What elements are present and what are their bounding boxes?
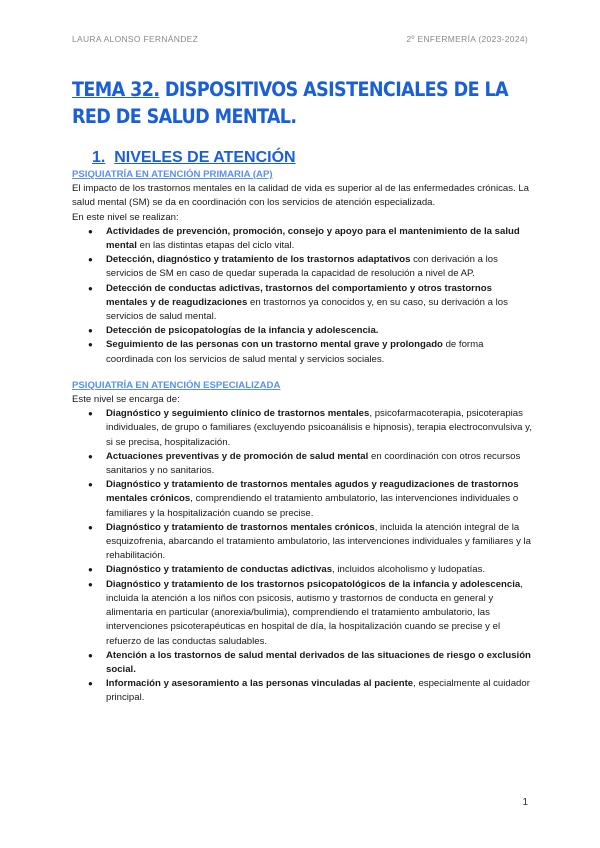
title-text: DISPOSITIVOS ASISTENCIALES DE LA RED DE SALUD MENTAL.: [72, 78, 509, 128]
list-item: ● Diagnóstico y tratamiento de trastornos mentales crónicos, incluida la atención integral de la esquizofrenia, abarcando el tratamiento ambulatorio, las intervenciones individuales y familiares y la rehabilitación.: [106, 521, 532, 564]
paragraph-lead: En este nivel se realizan:: [72, 211, 179, 223]
paragraph-lead: Este nivel se encarga de:: [72, 394, 180, 406]
page-title: [72, 76, 532, 130]
list-item: ● Actuaciones preventivas y de promoción de salud mental en coordinación con otros recursos sanitarios y no sanitarios.: [106, 450, 532, 478]
section-heading-text: NIVELES DE ATENCIÓN: [114, 149, 296, 166]
header-course: 2º ENFERMERÍA (2023-2024): [406, 34, 528, 44]
list-item: ● Diagnóstico y seguimiento clínico de trastornos mentales, psicofarmacoterapia, psicoterapias individuales, de grupo o familiares (excluyendo psicoanálisis e hipnosis), terapia electroconvulsiva y, si se precisa, hospitalización.: [106, 407, 532, 450]
list-item: ● Información y asesoramiento a las personas vinculadas al paciente, especialmente al cuidador principal.: [106, 677, 532, 705]
list-item: ● Diagnóstico y tratamiento de trastornos mentales agudos y reagudizaciones de trastornos mentales crónicos, comprendiendo el tratamiento ambulatorio, las intervenciones individuales o familiares y la hospitalización cuando se precise.: [106, 478, 532, 521]
list-item: ● Atención a los trastornos de salud mental derivados de las situaciones de riesgo o exclusión social.: [106, 649, 532, 677]
list-item: ● Diagnóstico y tratamiento de los trastornos psicopatológicos de la infancia y adolescencia, incluida la atención a los niños con psicosis, autismo y trastornos de conducta en general y alimentaria en particular (anorexia/bulimia), comprendiendo el tratamiento ambulatorio, las intervenciones psicoterapéuticas en hospital de día, la hospitalización cuando se precise y el refuerzo de las conductas saludables.: [106, 578, 532, 649]
header-author: LAURA ALONSO FERNÁNDEZ: [72, 34, 199, 44]
document-body: [72, 148, 532, 706]
bullet-list-especializada: [72, 407, 532, 705]
list-item: ● Detección, diagnóstico y tratamiento de los trastornos adaptativos con derivación a los servicios de SM en caso de quedar superada la capacidad de resolución a nivel de AP.: [106, 253, 532, 281]
subsection-heading-ap: PSIQUIATRÍA EN ATENCIÓN PRIMARIA (AP): [72, 169, 273, 180]
list-item: ● Diagnóstico y tratamiento de conductas adictivas, incluidos alcoholismo y ludopatías.: [106, 563, 532, 577]
page-number: 1: [522, 797, 528, 808]
list-item: ● Actividades de prevención, promoción, consejo y apoyo para el mantenimiento de la salud mental en las distintas etapas del ciclo vital.: [106, 225, 532, 253]
list-item: ● Detección de conductas adictivas, trastornos del comportamiento y otros trastornos mentales y de reagudizaciones en trastornos ya conocidos y, en su caso, su derivación a los servicios de salud mental.: [106, 282, 532, 325]
paragraph-intro: El impacto de los trastornos mentales en la calidad de vida es superior al de las enfermedades crónicas. La salud mental (SM) se da en coordinación con los servicios de atención especializada.: [72, 183, 530, 209]
subsection-heading-especializada: PSIQUIATRÍA EN ATENCIÓN ESPECIALIZADA: [72, 379, 281, 391]
section-heading-number: 1.: [92, 149, 106, 166]
section-heading: [92, 148, 532, 168]
bullet-list-ap: [72, 225, 532, 367]
list-item: ● Detección de psicopatologías de la infancia y adolescencia.: [106, 324, 532, 338]
title-number: TEMA 32.: [72, 78, 160, 101]
list-item: ● Seguimiento de las personas con un trastorno mental grave y prolongado de forma coordinada con los servicios de salud mental y servicios sociales.: [106, 338, 532, 366]
